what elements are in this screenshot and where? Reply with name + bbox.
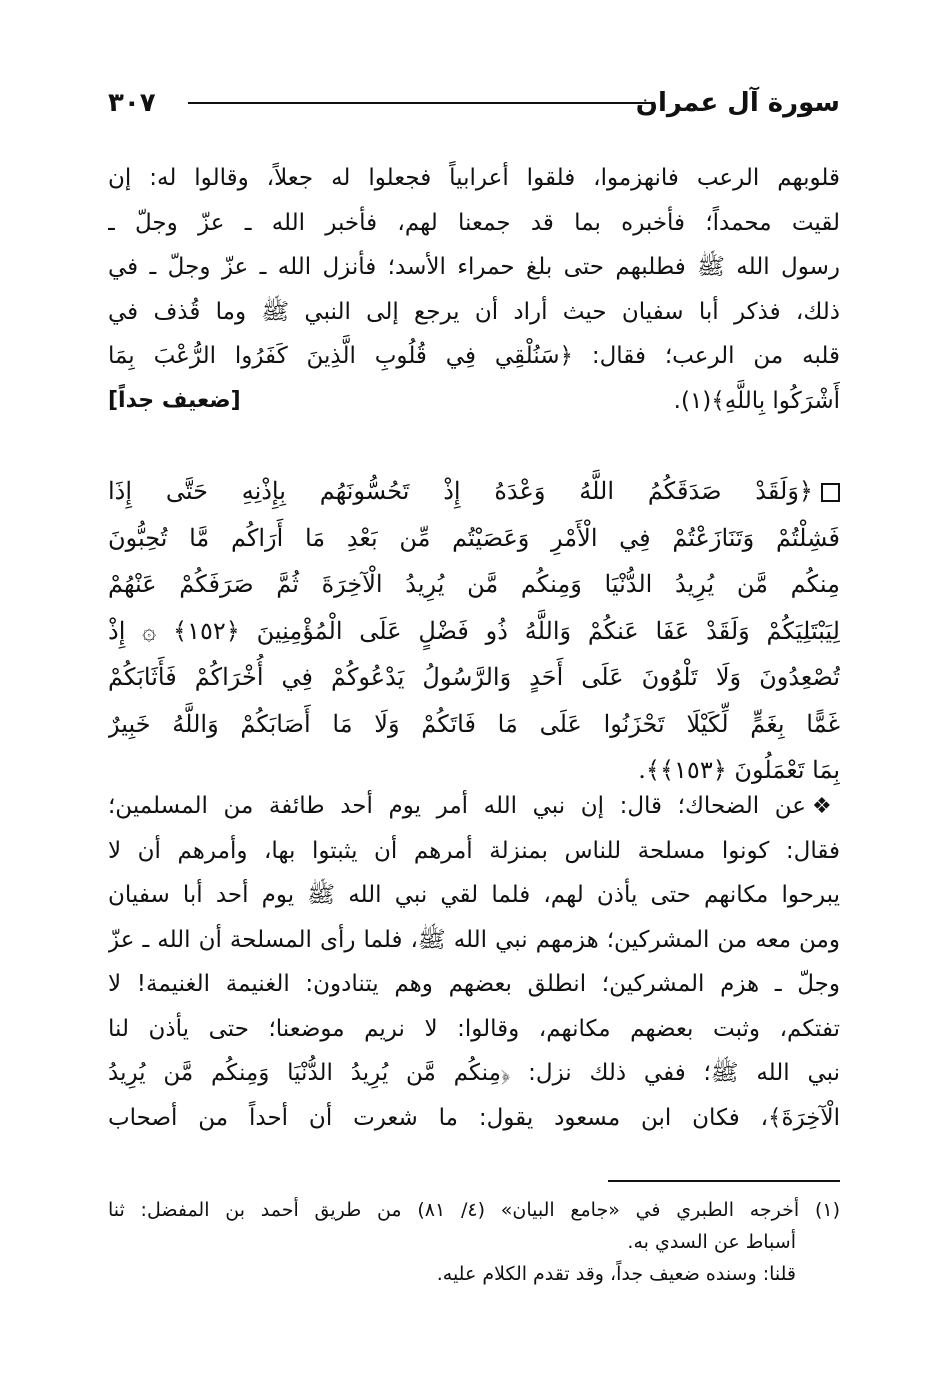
- footnote-line: أسباط عن السدي به.: [627, 1231, 796, 1253]
- verse-text: ﴿وَلَقَدْ صَدَقَكُمُ اللَّهُ وَعْدَهُ إِذْ تَحُسُّونَهُم بِإِذْنِهِ حَتَّى إِذَا: [108, 477, 813, 505]
- grading-label: [ضعيف جداً]: [108, 387, 241, 413]
- verse-line: لِيَبْتَلِيَكُمْ وَلَقَدْ عَفَا عَنكُمْ وَاللَّهُ ذُو فَضْلٍ عَلَى الْمُؤْمِنِينَ ﴿١٥٢﴾ ۞ إِذْ: [108, 616, 840, 645]
- verse-line-first: [108, 468, 840, 515]
- verse-line: فَشِلْتُمْ وَتَنَازَعْتُمْ فِي الْأَمْرِ وَعَصَيْتُم مِّن بَعْدِ مَا أَرَاكُم مَّا تُحِبُّونَ: [108, 523, 840, 552]
- text-line-first: [108, 784, 840, 829]
- page-header: [108, 84, 840, 124]
- text-line: رسول الله ﷺ فطلبهم حتى بلغ حمراء الأسد؛ فأنزل الله ـ عزّ وجلّ ـ في: [108, 254, 840, 280]
- text-line: يبرحوا مكانهم حتى يأذن لهم، فلما لقي نبي الله ﷺ يوم أحد أبا سفيان: [108, 882, 840, 908]
- text-line: ذلك، فذكر أبا سفيان حيث أراد أن يرجع إلى النبي ﷺ وما قُذف في: [108, 298, 840, 325]
- header-rule: [188, 102, 652, 104]
- narration-text: عن الضحاك؛ قال: إن نبي الله أمر يوم أحد طائفة من المسلمين؛: [108, 793, 806, 819]
- commentary-block-1: [108, 156, 840, 423]
- text-line: تفتكم، وثبت بعضهم مكانهم، وقالوا: لا نريم موضعنا؛ حتى يأذن لنا: [108, 1015, 840, 1042]
- surah-title: سورة آل عمران: [635, 88, 840, 118]
- text-line: الْآخِرَةَ﴾، فكان ابن مسعود يقول: ما شعرت أن أحداً من أصحاب: [108, 1104, 840, 1131]
- square-marker-icon: [821, 483, 840, 502]
- footnote-line: (١) أخرجه الطبري في «جامع البيان» (٤/ ٨١) من طريق أحمد بن المفضل: ثنا: [108, 1199, 840, 1221]
- text-line: لقيت محمداً؛ فأخبره بما قد جمعنا لهم، فأخبر الله ـ عزّ وجلّ ـ: [108, 209, 840, 236]
- text-line: وجلّ ـ هزم المشركين؛ انطلق بعضهم وهم يتنادون: الغنيمة الغنيمة! لا: [108, 971, 840, 997]
- text-line: ومن معه من المشركين؛ هزمهم نبي الله ﷺ، فلما رأى المسلحة أن الله ـ عزّ: [108, 926, 840, 953]
- verse-line: غَمًّا بِغَمٍّ لِّكَيْلَا تَحْزَنُوا عَلَى مَا فَاتَكُمْ وَلَا مَا أَصَابَكُمْ وَاللَّهُ خَبِيرٌ: [108, 709, 840, 738]
- quran-verse-block: [108, 468, 840, 794]
- text-line: فقال: كونوا مسلحة للناس بمنزلة أمرهم أن يثبتوا بها، وأمرهم أن لا: [108, 837, 840, 864]
- verse-line-last: بِمَا تَعْمَلُونَ ﴿١٥٣﴾﴾.: [638, 756, 840, 784]
- text-line: قلوبهم الرعب فانهزموا، فلقوا أعرابياً فجعلوا له جعلاً، وقالوا له: إن: [108, 165, 840, 191]
- verse-line: تُصْعِدُونَ وَلَا تَلْوُونَ عَلَى أَحَدٍ وَالرَّسُولُ يَدْعُوكُمْ فِي أُخْرَاكُمْ فَأَثَابَكُمْ: [108, 663, 840, 691]
- text-line-last: [108, 379, 840, 424]
- page-number: ٣٠٧: [108, 88, 156, 118]
- text-line: قلبه من الرعب؛ فقال: ﴿سَنُلْقِي فِي قُلُوبِ الَّذِينَ كَفَرُوا الرُّعْبَ بِمَا: [108, 343, 840, 369]
- commentary-block-2: [108, 784, 840, 1140]
- verse-end-text: أَشْرَكُوا بِاللَّهِ﴾(١).: [673, 387, 840, 414]
- footnote-divider: [608, 1180, 840, 1182]
- diamond-ornament-icon: ❖: [811, 794, 840, 819]
- verse-line: مِنكُم مَّن يُرِيدُ الدُّنْيَا وَمِنكُم مَّن يُرِيدُ الْآخِرَةَ ثُمَّ صَرَفَكُمْ عَنْهُمْ: [108, 570, 840, 598]
- text-line: نبي الله ﷺ؛ ففي ذلك نزل: ﴿مِنكُم مَّن يُرِيدُ الدُّنْيَا وَمِنكُم مَّن يُرِيدُ: [108, 1060, 840, 1086]
- footnotes: [108, 1194, 840, 1290]
- footnote-line: قلنا: وسنده ضعيف جداً، وقد تقدم الكلام عليه.: [436, 1263, 796, 1285]
